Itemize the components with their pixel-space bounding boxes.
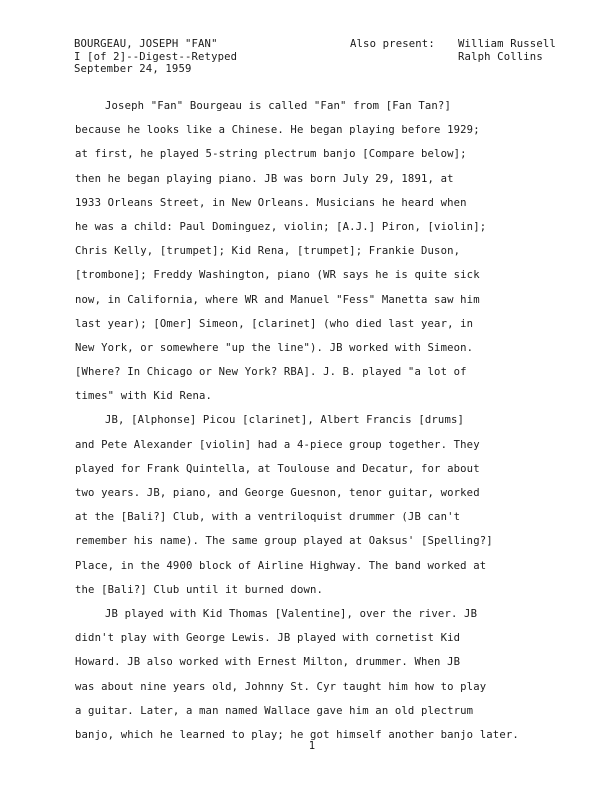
text-line: two years. JB, piano, and George Guesnon, tenor guitar, worked: [75, 487, 480, 499]
text-line: [Where? In Chicago or New York? RBA]. J. B. played "a lot of: [75, 366, 467, 379]
present-name: William Russell: [458, 38, 556, 50]
text-line: was about nine years old, Johnny St. Cyr taught him how to play: [75, 680, 487, 693]
header-subject-block: [74, 38, 237, 76]
page-number: 1: [308, 740, 316, 752]
text-line: times" with Kid Rena.: [75, 390, 213, 403]
text-line: New York, or somewhere "up the line"). JB worked with Simeon.: [75, 341, 474, 354]
text-line: Chris Kelly, [trumpet]; Kid Rena, [trumpet]; Frankie Duson,: [75, 245, 461, 258]
present-row: [350, 51, 556, 64]
text-line: a guitar. Later, a man named Wallace gave him an old plectrum: [75, 704, 474, 717]
present-name: Ralph Collins: [458, 50, 543, 63]
text-line: Place, in the 4900 block of Airline Highway. The band worked at: [75, 559, 487, 572]
text-line: now, in California, where WR and Manuel "Fess" Manetta saw him: [75, 293, 480, 306]
subject-name: BOURGEAU, JOSEPH "FAN": [74, 38, 218, 50]
text-line: then he began playing piano. JB was born July 29, 1891, at: [75, 172, 454, 185]
reel-info: I [of 2]--Digest--Retyped: [74, 50, 238, 63]
text-line: he was a child: Paul Dominguez, violin; [A.J.] Piron, [violin];: [75, 220, 487, 233]
text-line: Joseph "Fan" Bourgeau is called "Fan" from [Fan Tan?]: [105, 100, 451, 112]
text-line: 1933 Orleans Street, in New Orleans. Musicians he heard when: [75, 196, 467, 209]
text-line: banjo, which he learned to play; he got himself another banjo later.: [75, 728, 519, 741]
present-row: [350, 38, 556, 51]
text-line: JB played with Kid Thomas [Valentine], over the river. JB: [105, 607, 478, 620]
interview-date: September 24, 1959: [74, 63, 192, 75]
text-line: [trombone]; Freddy Washington, piano (WR says he is quite sick: [75, 269, 480, 282]
text-line: at the [Bali?] Club, with a ventriloquist drummer (JB can't: [75, 511, 461, 524]
transcript-body: [75, 94, 575, 747]
text-line: didn't play with George Lewis. JB played with cornetist Kid: [75, 632, 461, 645]
text-line: remember his name). The same group played at Oaksus' [Spelling?]: [75, 535, 493, 548]
also-present-label: Also present:: [350, 38, 435, 50]
text-line: the [Bali?] Club until it burned down.: [75, 583, 324, 596]
text-line: at first, he played 5-string plectrum banjo [Compare below];: [75, 148, 467, 161]
text-line: played for Frank Quintella, at Toulouse and Decatur, for about: [75, 462, 480, 475]
header-present-block: [350, 38, 556, 63]
text-line: and Pete Alexander [violin] had a 4-piece group together. They: [75, 438, 480, 451]
text-line: because he looks like a Chinese. He began playing before 1929;: [75, 124, 480, 137]
text-line: last year); [Omer] Simeon, [clarinet] (who died last year, in: [75, 317, 474, 330]
text-line: Howard. JB also worked with Ernest Milton, drummer. When JB: [75, 656, 461, 669]
text-line: JB, [Alphonse] Picou [clarinet], Albert Francis [drums]: [105, 414, 465, 427]
